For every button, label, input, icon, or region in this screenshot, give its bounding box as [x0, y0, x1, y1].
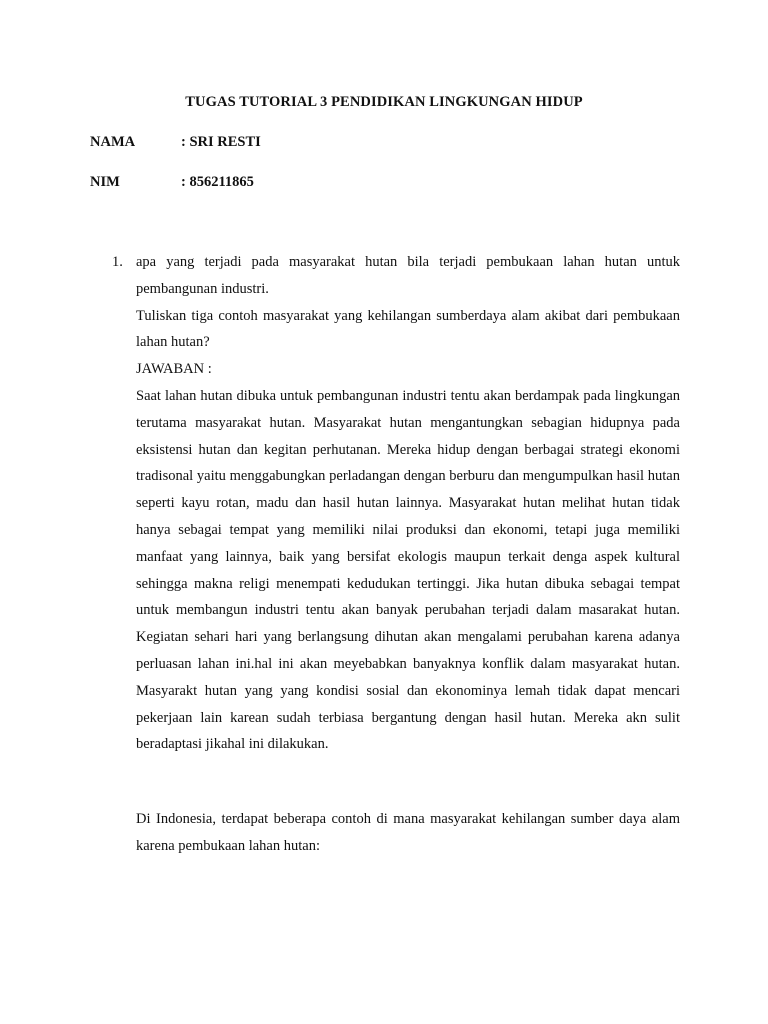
answer-paragraph: Saat lahan hutan dibuka untuk pembangunan industri tentu akan berdampak pada lingkungan terutama masyarakat hutan. Masyarakat hutan mengantungkan sebagian hidupnya pada eksistensi hutan dan kegitan perhutanan. Mereka hidup dengan berbagai strategi ekonomi tradisonal yaitu menggabungkan perladangan dengan berburu dan mengumpulkan hasil hutan seperti kayu rotan, madu dan hasil hutan lainnya. Masyarakat hutan melihat hutan tidak hanya sebagai tempat yang memiliki nilai produksi dan ekonomi, tetapi juga memiliki manfaat yang lainnya, baik yang bersifat ekologis maupun terkait denga aspek kultural sehingga makna religi menempati kedudukan tertinggi. Jika hutan dibuka sebagai tempat untuk membangun industri tentu akan banyak perubahan terjadi dalam masarakat hutan. Kegiatan sehari hari yang berlangsung dihutan akan mengalami perubahan karena adanya perluasan lahan ini.hal ini akan meyebabkan banyaknya konflik dalam masyarakat hutan. Masyarakt hutan yang yang kondisi sosial dan ekonominya lemah tidak dapat mencari pekerjaan lain karean sudah terbiasa bergantung dengan hasil hutan. Mereka akn sulit beradaptasi jikahal ini dilakukan. — [136, 387, 680, 753]
question-item — [112, 249, 680, 860]
name-value: : SRI RESTI — [181, 134, 261, 150]
nim-label: NIM — [90, 174, 120, 190]
followup-paragraph: Di Indonesia, terdapat beberapa contoh di mana masyarakat kehilangan sumber daya alam karena pembukaan lahan hutan: — [136, 811, 680, 854]
name-label: NAMA — [90, 134, 136, 150]
question-text-2: Tuliskan tiga contoh masyarakat yang kehilangan sumberdaya alam akibat dari pembukaan lahan hutan? — [136, 307, 680, 351]
question-text-1: apa yang terjadi pada masyarakat hutan bila terjadi pembukaan lahan hutan untuk pembangunan industri. — [136, 254, 680, 297]
question-number: 1. — [112, 254, 123, 270]
name-row — [90, 134, 261, 151]
answer-label: JAWABAN : — [136, 361, 212, 378]
question-body — [136, 249, 680, 860]
nim-value: : 856211865 — [181, 174, 254, 190]
paragraph-spacer — [136, 758, 680, 806]
nim-row — [90, 174, 254, 191]
document-title: TUGAS TUTORIAL 3 PENDIDIKAN LINGKUNGAN HIDUP — [185, 94, 583, 110]
